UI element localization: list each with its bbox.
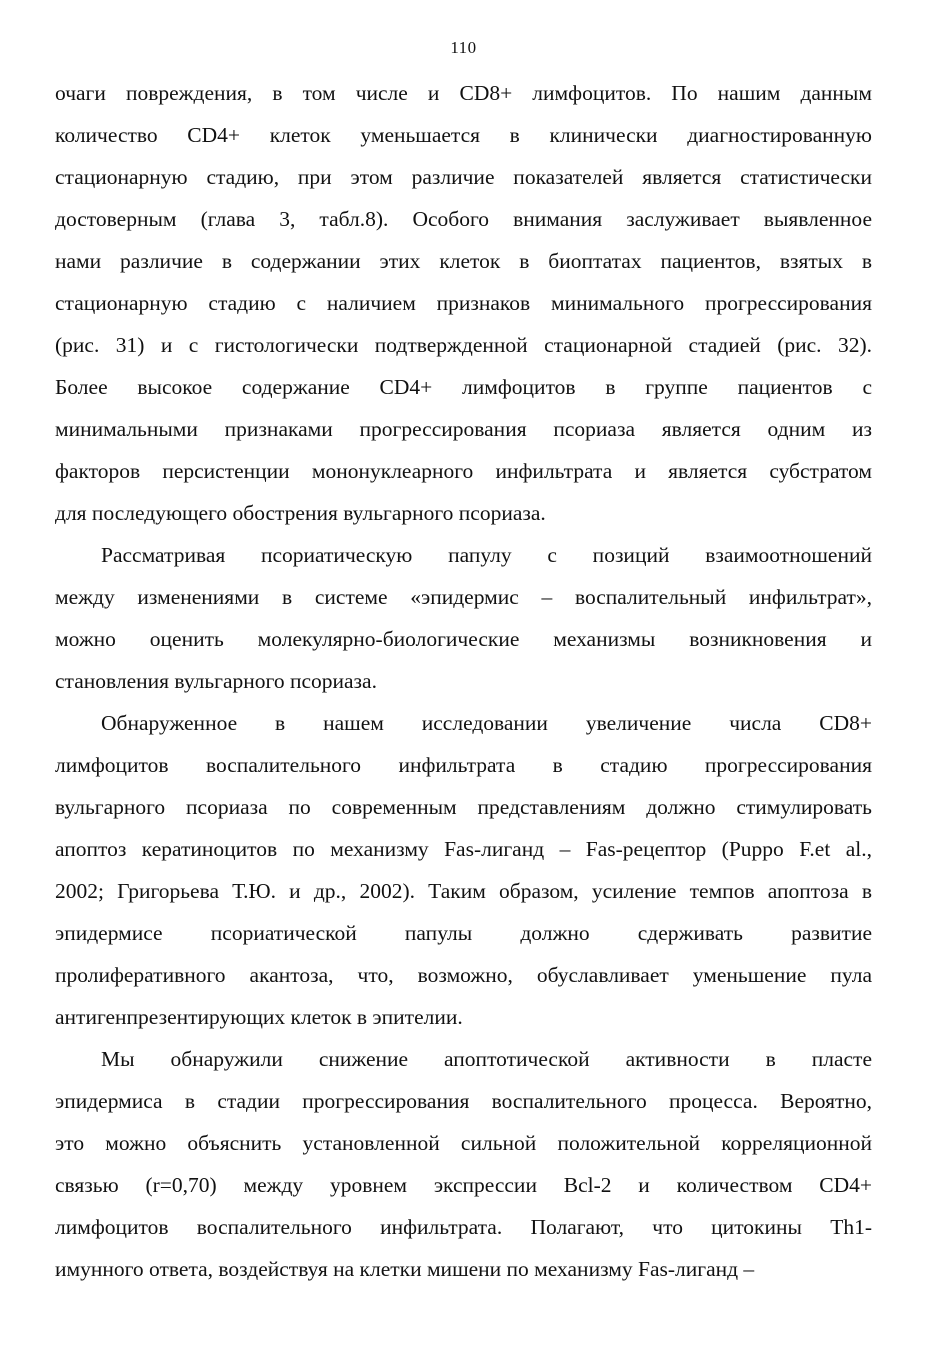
text-line: эпидермиса в стадии прогрессирования воспалительного процесса. Вероятно, bbox=[55, 1089, 872, 1113]
text-line: 2002; Григорьева Т.Ю. и др., 2002). Таким образом, усиление темпов апоптоза в bbox=[55, 879, 872, 903]
text-line: минимальными признаками прогрессирования псориаза является одним из bbox=[55, 417, 872, 441]
text-line: антигенпрезентирующих клеток в эпителии. bbox=[55, 1005, 463, 1029]
text-line: факторов персистенции мононуклеарного инфильтрата и является субстратом bbox=[55, 459, 872, 483]
text-line: (рис. 31) и с гистологически подтвержденной стационарной стадией (рис. 32). bbox=[55, 333, 872, 357]
text-line: достоверным (глава 3, табл.8). Особого внимания заслуживает выявленное bbox=[55, 207, 872, 231]
text-line: вульгарного псориаза по современным представлениям должно стимулировать bbox=[55, 795, 872, 819]
text-line: для последующего обострения вульгарного псориаза. bbox=[55, 501, 546, 525]
text-line: связью (r=0,70) между уровнем экспрессии Bcl-2 и количеством CD4+ bbox=[55, 1173, 872, 1197]
text-line: лимфоцитов воспалительного инфильтрата в стадию прогрессирования bbox=[55, 753, 872, 777]
text-line: очаги повреждения, в том числе и CD8+ лимфоцитов. По нашим данным bbox=[55, 81, 872, 105]
text-line: можно оценить молекулярно-биологические механизмы возникновения и bbox=[55, 627, 872, 651]
text-line: Более высокое содержание CD4+ лимфоцитов в группе пациентов с bbox=[55, 375, 872, 399]
text-line: Рассматривая псориатическую папулу с позиций взаимоотношений bbox=[101, 543, 872, 567]
text-line: Мы обнаружили снижение апоптотической активности в пласте bbox=[101, 1047, 872, 1071]
text-line: имунного ответа, воздействуя на клетки мишени по механизму Fas-лиганд – bbox=[55, 1257, 755, 1281]
body-text bbox=[55, 76, 872, 1294]
text-line: между изменениями в системе «эпидермис – воспалительный инфильтрат», bbox=[55, 585, 872, 609]
page-number: 110 bbox=[450, 38, 477, 57]
text-line: количество CD4+ клеток уменьшается в клинически диагностированную bbox=[55, 123, 872, 147]
text-line: Обнаруженное в нашем исследовании увеличение числа CD8+ bbox=[101, 711, 872, 735]
text-line: апоптоз кератиноцитов по механизму Fas-лиганд – Fas-рецептор (Puppo F.et al., bbox=[55, 837, 872, 861]
text-line: это можно объяснить установленной сильной положительной корреляционной bbox=[55, 1131, 872, 1155]
text-line: стационарную стадию с наличием признаков минимального прогрессирования bbox=[55, 291, 872, 315]
text-line: нами различие в содержании этих клеток в биоптатах пациентов, взятых в bbox=[55, 249, 872, 273]
text-line: становления вульгарного псориаза. bbox=[55, 669, 377, 693]
text-line: стационарную стадию, при этом различие показателей является статистически bbox=[55, 165, 872, 189]
text-line: пролиферативного акантоза, что, возможно, обуславливает уменьшение пула bbox=[55, 963, 872, 987]
text-line: лимфоцитов воспалительного инфильтрата. Полагают, что цитокины Th1- bbox=[55, 1215, 872, 1239]
text-line: эпидермисе псориатической папулы должно сдерживать развитие bbox=[55, 921, 872, 945]
